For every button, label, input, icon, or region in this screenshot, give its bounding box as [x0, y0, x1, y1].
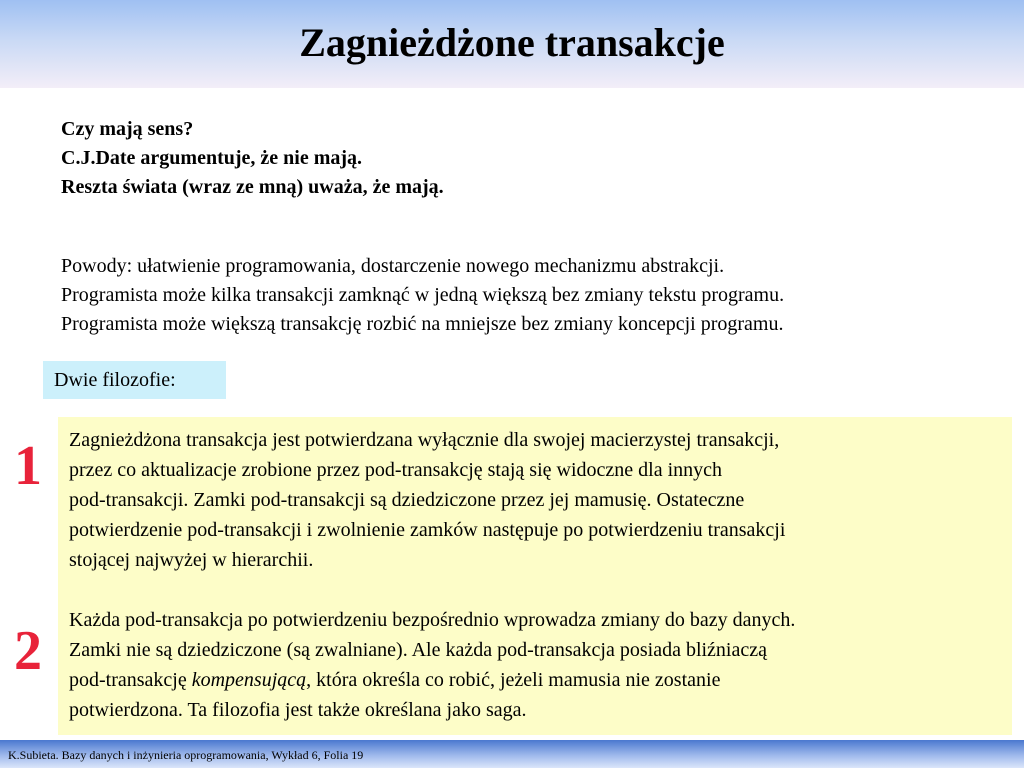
philosophy-number-2: 2: [14, 620, 42, 682]
philosophy-number-1: 1: [14, 435, 42, 497]
philosophy-2-line: potwierdzona. Ta filozofia jest także określana jako saga.: [69, 699, 527, 721]
philosophies-label: Dwie filozofie:: [43, 361, 226, 399]
philosophies-box: [58, 417, 1012, 735]
philosophy-2-text: [69, 605, 1012, 725]
reasons-line: Powody: ułatwienie programowania, dostarczenie nowego mechanizmu abstrakcji.: [61, 255, 725, 277]
reasons-line: Programista może większą transakcję rozbić na mniejsze bez zmiany koncepcji programu.: [61, 313, 784, 335]
philosophy-1-line: Zagnieżdżona transakcja jest potwierdzana wyłącznie dla swojej macierzystej transakcji,: [69, 429, 780, 451]
philosophy-2-line: Każda pod-transakcja po potwierdzeniu bezpośrednio wprowadza zmiany do bazy danych.: [69, 609, 796, 631]
intro-line-world: Reszta świata (wraz ze mną) uważa, że mają.: [61, 176, 444, 198]
philosophy-1-line: potwierdzenie pod-transakcji i zwolnienie zamków następuje po potwierdzeniu transakcji: [69, 519, 786, 541]
philosophy-2-line-end: , która określa co robić, jeżeli mamusia nie zostanie: [306, 669, 721, 691]
philosophy-1-text: [69, 425, 1012, 575]
intro-text: [61, 115, 444, 202]
philosophy-1-line: przez co aktualizacje zrobione przez pod-transakcję stają się widoczne dla innych: [69, 459, 723, 481]
philosophy-2-line: Zamki nie są dziedziczone (są zwalniane). Ale każda pod-transakcja posiada bliźniaczą: [69, 639, 767, 661]
reasons-line: Programista może kilka transakcji zamknąć w jedną większą bez zmiany tekstu programu.: [61, 284, 785, 306]
philosophy-1-line: stojącej najwyżej w hierarchii.: [69, 549, 314, 571]
intro-line-question: Czy mają sens?: [61, 118, 194, 140]
footer-text: K.Subieta. Bazy danych i inżynieria oprogramowania, Wykład 6, Folia 19: [8, 748, 364, 762]
compensating-term: kompensującą: [191, 669, 307, 691]
philosophy-1-line: pod-transakcji. Zamki pod-transakcji są dziedziczone przez jej mamusię. Ostateczne: [69, 489, 745, 511]
philosophy-2-line-start: pod-transakcję: [69, 669, 192, 691]
slide-title: Zagnieżdżone transakcje: [299, 20, 725, 65]
intro-line-date: C.J.Date argumentuje, że nie mają.: [61, 147, 363, 169]
reasons-text: [61, 252, 784, 339]
